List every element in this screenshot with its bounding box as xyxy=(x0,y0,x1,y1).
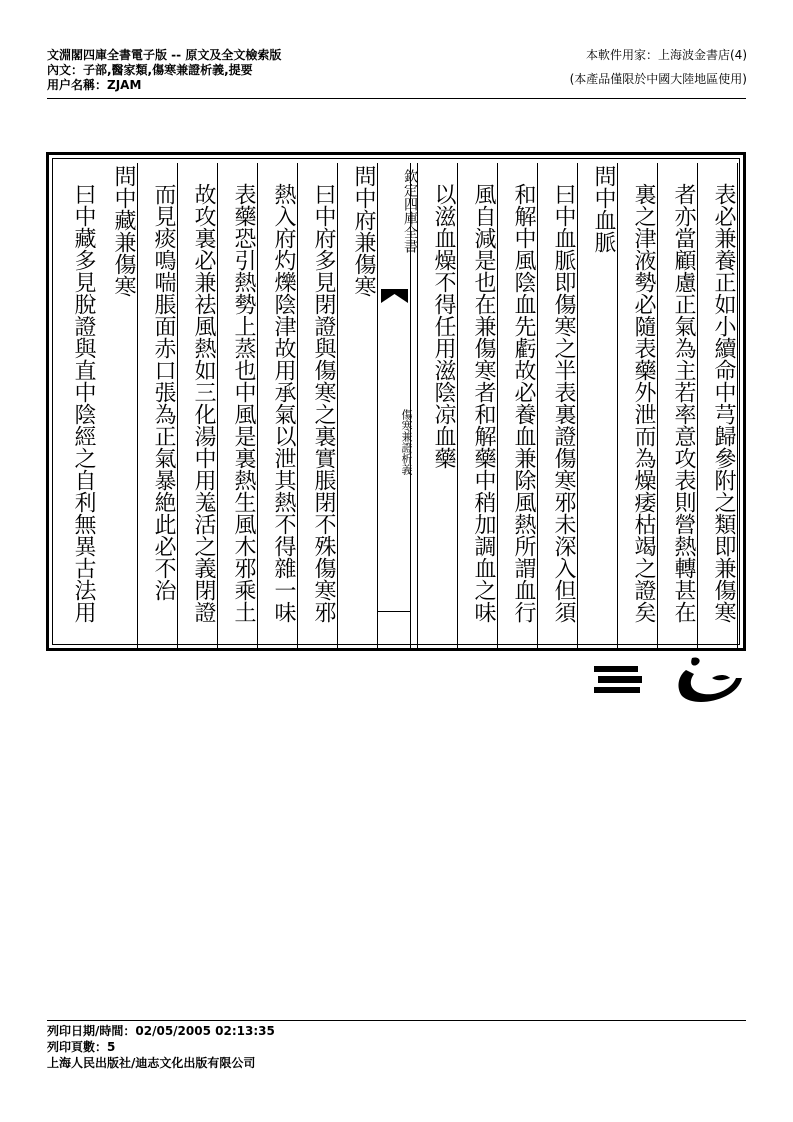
footer-print-datetime: 列印日期/時間：02/05/2005 02:13:35 xyxy=(47,1024,275,1038)
column-text: 風自減是也在兼傷寒者和解藥中稍加調血之味 xyxy=(471,183,496,623)
text-column-13 xyxy=(178,163,218,650)
text-column-16 xyxy=(58,163,98,650)
fold-head-text: 欽定四庫全書 xyxy=(402,169,418,253)
column-text: 而見痰鳴喘脹面赤口張為正氣暴絶此必不治 xyxy=(151,183,176,601)
column-text: 裏之津液勢必隨表藥外泄而為燥痿枯竭之證矣 xyxy=(631,183,656,623)
page-frame xyxy=(46,152,746,651)
text-column-8 xyxy=(418,163,458,650)
column-text: 問中府兼傷寒 xyxy=(351,165,376,297)
column-text: 表藥恐引熱勢上蒸也中風是裏熱生風木邪乘土 xyxy=(231,183,256,623)
text-column-15 xyxy=(98,163,138,650)
footer-print-pages: 列印頁數：5 xyxy=(47,1040,116,1054)
text-column-6 xyxy=(498,163,538,650)
column-text: 故攻裏必兼祛風熱如三化湯中用羗活之義閉證 xyxy=(191,183,216,623)
text-column-5 xyxy=(538,163,578,650)
header-content-path: 內文：子部,醫家類,傷寒兼證析義,提要 xyxy=(47,63,253,77)
header-username: 用户名稱：ZJAM xyxy=(47,78,142,92)
text-column-2 xyxy=(658,163,698,650)
text-column-14 xyxy=(138,163,178,650)
fishtail-mark-icon xyxy=(381,289,408,303)
footer xyxy=(47,1023,275,1071)
column-text: 曰中血脈即傷寒之半表裏證傷寒邪未深入但須 xyxy=(551,183,576,623)
column-text: 問中藏兼傷寒 xyxy=(111,165,136,297)
fold-lower-rule xyxy=(378,611,410,612)
column-text: 曰中府多見閉證與傷寒之裏實脹閉不殊傷寒邪 xyxy=(311,183,336,623)
header-right xyxy=(570,48,747,87)
column-text: 熱入府灼爍陰津故用承氣以泄其熱不得雜一味 xyxy=(271,183,296,623)
text-column-12 xyxy=(218,163,258,650)
text-column-10 xyxy=(298,163,338,650)
column-text: 表必兼養正如小續命中芎歸參附之類即兼傷寒 xyxy=(711,183,736,623)
text-column-1 xyxy=(698,163,738,650)
text-column-7 xyxy=(458,163,498,650)
text-column-11 xyxy=(258,163,298,650)
column-text: 者亦當顧慮正氣為主若率意攻表則營熱轉甚在 xyxy=(671,183,696,623)
header-rule xyxy=(47,98,746,99)
text-column-9 xyxy=(338,163,378,650)
column-text: 以滋血燥不得任用滋陰凉血藥 xyxy=(431,183,456,469)
header-region-note: (本產品僅限於中國大陸地區使用) xyxy=(569,72,747,86)
text-column-4 xyxy=(578,163,618,650)
footer-rule xyxy=(47,1020,746,1021)
page-frame-inner xyxy=(52,158,740,645)
fold-book-title: 傷寒兼證析義 xyxy=(400,409,413,475)
fold-column xyxy=(378,163,418,650)
header-licensee: 本軟件用家：上海波金書店(4) xyxy=(586,48,747,62)
header-left xyxy=(47,48,281,93)
column-text: 和解中風陰血先虧故必養血兼除風熱所謂血行 xyxy=(511,183,536,623)
column-text: 問中血脈 xyxy=(591,165,616,253)
header-title: 文淵閣四庫全書電子版 -- 原文及全文檢索版 xyxy=(47,48,282,62)
column-text: 曰中藏多見脫證與直中陰經之自利無異古法用 xyxy=(71,183,96,623)
footer-publisher: 上海人民出版社/迪志文化出版有限公司 xyxy=(47,1056,256,1070)
publisher-seal-icon xyxy=(594,656,746,704)
text-column-3 xyxy=(618,163,658,650)
